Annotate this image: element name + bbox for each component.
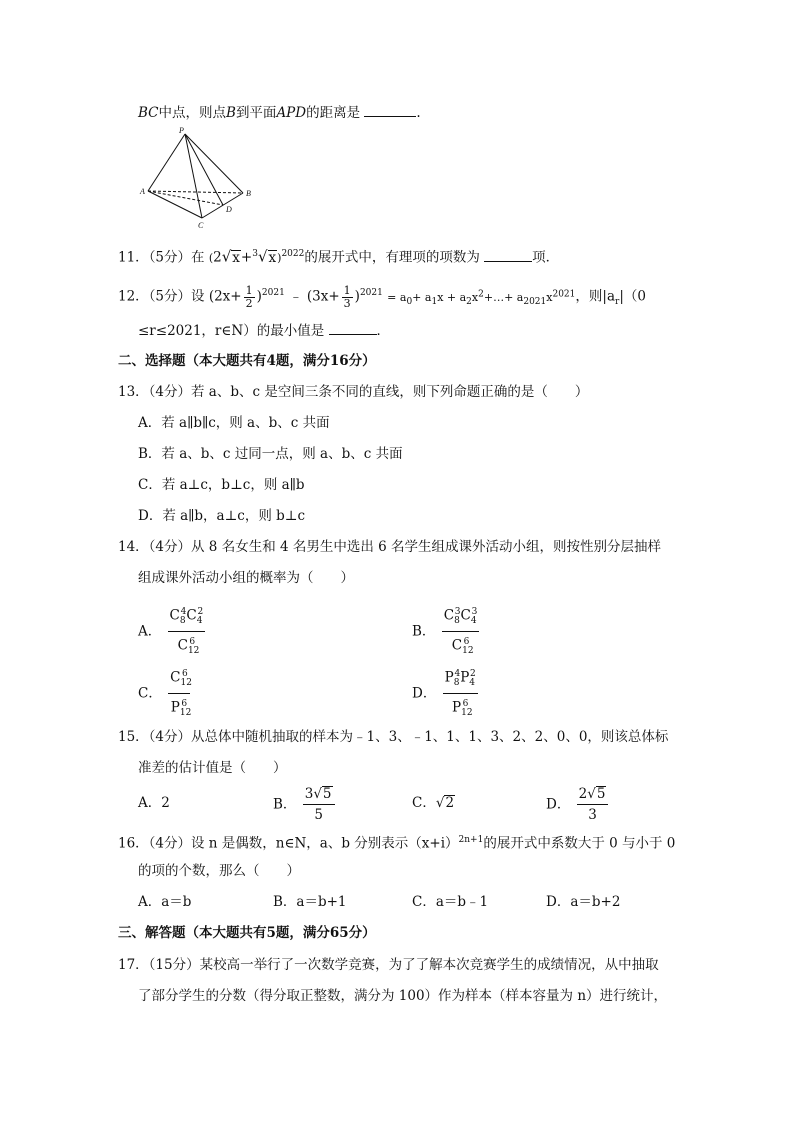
q11-text: 的展开式中，有理项的项数为 (304, 249, 480, 266)
q16-option-c[interactable]: C．a＝b﹣1 (412, 894, 489, 910)
q11-rad-x2: x (268, 249, 277, 266)
label-p: P (179, 126, 184, 135)
q10-text2: 到平面 (235, 105, 277, 121)
q17-line-2: 了部分学生的分数（得分取正整数，满分为 100）作为样本（样本容量为 n）进行统计， (138, 988, 668, 1004)
q11-number: 11． (118, 249, 149, 266)
q10-bc: BC (138, 105, 159, 121)
q12-sub-r: r (615, 297, 620, 308)
q12-e2: 2021 (359, 288, 383, 298)
q17-line-1: 17．（15分）某校高一举行了一次数学竞赛，为了了解本次竞赛学生的成绩情况，从中抽取 (118, 957, 659, 973)
q11-score: （5分）在 (148, 249, 205, 266)
q14-a-label: A． (138, 623, 162, 640)
q12-p1: (2x+ (208, 288, 242, 305)
q12-p2e: ) (354, 288, 360, 305)
q12-number: 12． (118, 288, 149, 305)
q10-text: 中点，则点 (158, 105, 227, 121)
q13-option-b[interactable]: B．若 a、b、c 过同一点，则 a、b、c 共面 (138, 446, 403, 462)
label-d: D (226, 205, 232, 214)
q14-a-frac: $\frac{C_8^4C_4^2}{C_{12}^6}$ (168, 602, 206, 661)
q10-end: . (416, 105, 421, 121)
q12-abs-end: |（0 (619, 288, 646, 305)
q12-frac-half: $\frac{1}{2}$ (245, 283, 253, 310)
q12-p1e: ) (256, 288, 262, 305)
edge-pb (185, 134, 243, 193)
q16-stem-1 (118, 830, 675, 854)
q15-b-frac: $\frac{3√5}{5}$ (303, 784, 335, 825)
q10-answer-blank[interactable] (364, 102, 416, 117)
q14-c-label: C． (138, 685, 162, 702)
edge-ad (148, 191, 223, 205)
q15-d-frac: $\frac{2√5}{3}$ (577, 784, 609, 825)
edge-pd (185, 134, 223, 205)
q14-option-d[interactable] (412, 664, 480, 723)
q10-tail (138, 102, 421, 123)
q14-d-label: D． (412, 685, 437, 702)
q12-end: ． (376, 323, 390, 339)
pyramid-figure (138, 124, 258, 230)
q10-plane: APD (276, 105, 307, 121)
q14-b-frac: $\frac{C_8^3C_4^3}{C_{12}^6}$ (442, 602, 480, 661)
q15-option-c[interactable]: C．√2 (412, 795, 455, 811)
label-a: A (140, 187, 145, 196)
q15-stem-1: 15．（4分）从总体中随机抽取的样本为﹣1、3、﹣1、1、1、3、2、2、0、0，则该总体标 (118, 729, 669, 745)
q16-stem-a: 16．（4分）设 n 是偶数，n∈N，a、b 分别表示（x+i） (118, 835, 459, 852)
edge-ac (148, 191, 202, 218)
q12-answer-blank[interactable] (329, 320, 377, 335)
q11-coef: 2 (213, 249, 222, 266)
q11-exponent: 2022 (281, 249, 305, 259)
q14-option-b[interactable] (412, 602, 481, 661)
q14-d-frac: $\frac{P_8^4P_4^2}{P_{12}^6}$ (443, 664, 478, 723)
q12-minus: ﹣ (289, 288, 303, 305)
q12-p2: (3x+ (306, 288, 340, 305)
q13-option-a[interactable]: A．若 a∥b∥c，则 a、b、c 共面 (138, 415, 330, 431)
q10-text3: 的距离是 (306, 105, 361, 121)
q15-b-label: B． (273, 796, 297, 813)
q11: 11．（5分）在 $(2√x+^3√x)^{2022}$的展开式中，有理项的项数为 项． (118, 247, 560, 266)
edge-pc (185, 134, 202, 218)
q15-option-b[interactable] (273, 784, 337, 825)
q12 (118, 283, 646, 312)
label-c: C (198, 221, 204, 230)
q15-c-rad: 2 (445, 795, 455, 811)
section-2-title: 二、选择题（本大题共有4题，满分16分） (118, 353, 376, 369)
q12-rhs: = $a_0+ a_1x$ + $a_2x^2+\dots+ a_{2021}x^{2021}$ (387, 288, 576, 307)
q14-c-frac: $\frac{C_{12}^6}{P_{12}^6}$ (168, 664, 190, 723)
edge-pa (148, 134, 185, 191)
q16-option-d[interactable]: D．a＝b+2 (546, 894, 621, 910)
edge-ab (148, 191, 243, 193)
q12-frac-third: $\frac{1}{3}$ (343, 283, 351, 310)
q15-c-label: C． (412, 795, 436, 811)
q14-stem-2: 组成课外活动小组的概率为（ ） (138, 570, 354, 586)
q14-option-a[interactable] (138, 602, 207, 661)
q16-stem-2: 的项的个数，那么（ ） (138, 863, 300, 879)
q14-stem-1: 14．（4分）从 8 名女生和 4 名男生中选出 6 名学生组成课外活动小组，则按性别分层抽样 (118, 539, 662, 555)
q16-exponent: 2n+1 (458, 835, 484, 845)
q14-option-c[interactable] (138, 664, 192, 723)
q16-stem-b: 的展开式中系数大于 0 与小于 0 (483, 835, 676, 852)
q13-option-c[interactable]: C．若 a⊥c，b⊥c，则 a∥b (138, 477, 305, 493)
q10-point-b: B (226, 105, 236, 121)
q11-root-index: 3 (252, 249, 258, 259)
section-3-title: 三、解答题（本大题共有5题，满分65分） (118, 925, 376, 941)
q13-stem: 13．（4分）若 a、b、c 是空间三条不同的直线，则下列命题正确的是（ ） (118, 384, 589, 400)
q12-line2-text: ≤r≤2021，r∈N）的最小值是 (138, 323, 325, 339)
q11-unit: 项． (532, 249, 560, 266)
q12-then: ，则|a (575, 288, 615, 305)
q13-option-d[interactable]: D．若 a∥b，a⊥c，则 b⊥c (138, 508, 306, 524)
q16-option-a[interactable]: A．a＝b (138, 894, 192, 910)
q11-plus: + (240, 249, 253, 266)
label-b: B (246, 189, 251, 198)
q12-score: （5分）设 (148, 288, 205, 305)
q16-option-b[interactable]: B．a＝b+1 (273, 894, 347, 910)
edge-cb (202, 193, 243, 218)
q11-answer-blank[interactable] (484, 247, 532, 262)
q11-rad-x: x (232, 249, 240, 266)
q14-b-label: B． (412, 623, 436, 640)
q15-option-a[interactable]: A．2 (138, 795, 170, 811)
q15-option-d[interactable] (546, 784, 610, 825)
q15-d-label: D． (546, 796, 571, 813)
q12-e1: 2021 (261, 288, 285, 298)
q12-line2 (138, 320, 390, 341)
q15-stem-2: 准差的估计值是（ ） (138, 760, 287, 776)
